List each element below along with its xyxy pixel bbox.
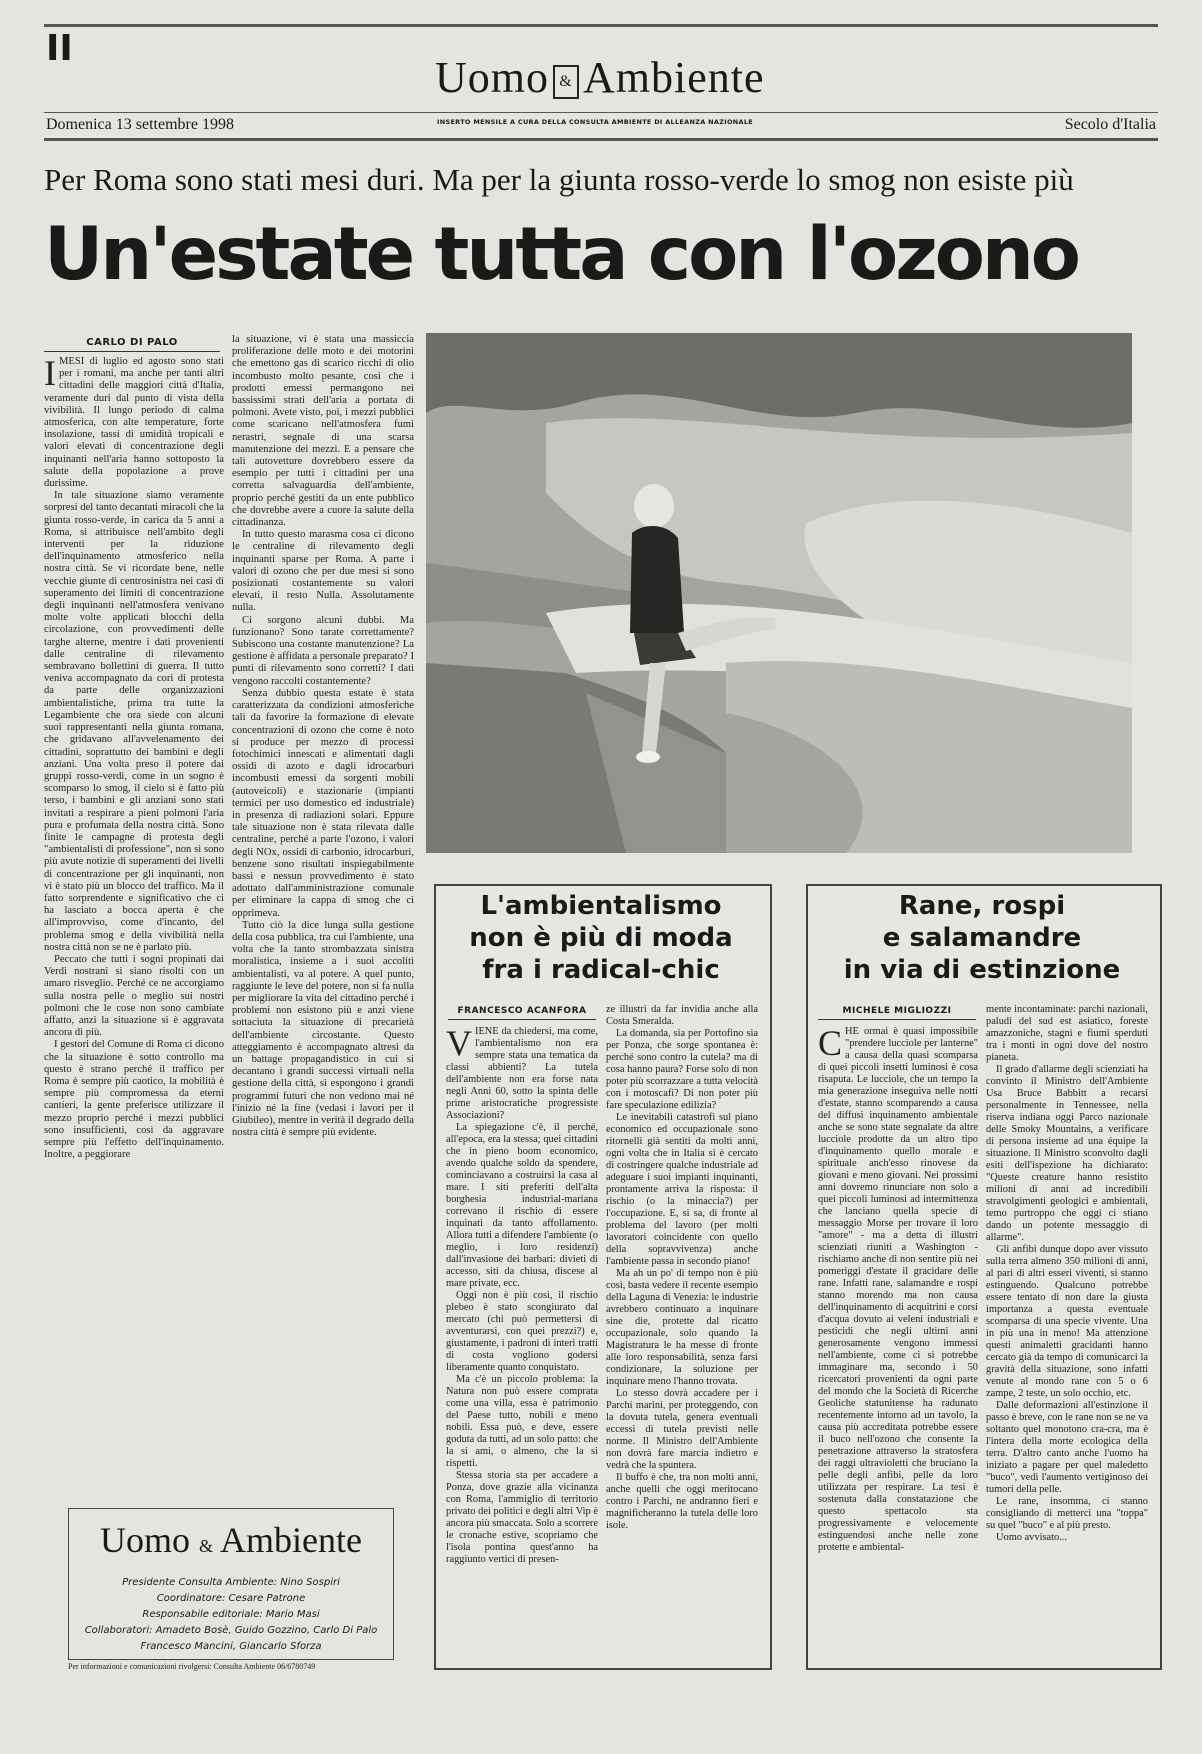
ampersand-emblem-icon: & <box>553 65 579 99</box>
paragraph: Lo stesso dovrà accadere per i Parchi marini, per proteggendo, con la dovuta tutela, genera eventuali eccessi di tutela previsti nelle norme. Il Ministro dell'Ambiente non dovrà fare marcia indietro e vedrà che la spuntera. <box>606 1388 758 1471</box>
paragraph: I gestori del Comune di Roma ci dicono che la situazione è sotto controllo ma questo è strano perché il traffico per Roma è sempre più caotico, la mobilità è sempre più compromessa da eterni cantieri, la gente preferisce utilizzare il mezzo proprio perché i mezzi pubblici sono insufficienti, così da aggravare sempre più l'effetto dell'inquinamento. Inoltre, a peggiorare <box>44 1039 224 1161</box>
paragraph: mente incontaminate: parchi nazionali, paludi del sud est asiatico, foreste amazzoniche, stagni e fiumi sperduti tra i monti in ogni dove del nostro pianeta. <box>986 1004 1148 1063</box>
credits-line: Presidente Consulta Ambiente: Nino Sospiri <box>122 1577 340 1588</box>
credits-box <box>68 1508 394 1660</box>
paragraph: Le inevitabili catastrofi sul piano economico ed occupazionale sono ritornelli già sentiti da molti anni, ogni volta che in Italia si è cercato di costringere qualche industriale ad adeguare i suoi impianti inquinanti, prontamente arriva la risposta: il rischio (o la minaccia?) per l'occupazione. E, si sa, di fronte al problema del lavoro (per molti lavoratori coincidente con quello della sopravvivenza) anche l'ambiente passa in secondo piano! <box>606 1112 758 1267</box>
masthead-title-left: Uomo <box>435 53 549 102</box>
paragraph: In tale situazione siamo veramente sorpresi del tanto decantati miracoli che la giunta rosso-verde, in carica da 5 anni a Roma, si attribuisce nell'ambito degli interventi per la riduzione dell'inquinamento atmosferico nella nostra città. Se vi ricordate bene, nelle vecchie giunte di centrosinistra nei casi di superamento dei limiti di concentrazione degli inquinanti nell'atmosfera venivano molte volte applicati blocchi della circolazione, con provvedimenti delle targhe alterne, mentre i dati provenienti dalle centraline di rilevamento sembravano bollettini di guerra. Il tutto veniva accompagnato da cori di protesta da parte delle organizzazioni ambientalistiche, prima tra tutte la Legambiente che ora siede con alcuni suoi rappresentanti nella giunta romana, che gridavano all'avvelenamento dei cittadini, soprattutto dei bambini e degli anziani. Una volta preso il potere dai gruppi rosso-verdi, come in un sogno è scomparso lo smog, il cielo si è fatto più terso, i bambini e gli anziani sono stati invitati a respirare a pieni polmoni l'aria pura e profumata della nostra città. Sono finite le campagne di protesta degli "ambientalisti di professione", non si sono più avute notizie di superamenti dei livelli di concentrazione per gli inquinanti, non vi è stato più un blocco del traffico. Ma il fatto sorprendente e significativo che ci ha lasciato a bocca aperta è che all'improvviso, come d'incanto, del problema smog e della vivibilità nella nostra città non se ne è parlato più. <box>44 490 224 953</box>
paragraph: la situazione, vi è stata una massiccia proliferazione delle moto e dei motorini che emettono gas di scarico ricchi di olio incombusto molto pesante, così che i prodotti emessi permangono nei bassissimi strati dell'aria a portata di polmoni. Avete visto, poi, i mezzi pubblici come scaricano nell'atmosfera fumi nerastri, segnale di una scarsa manutenzione dei mezzi. E a pensare che tali autovetture dovrebbero essere da esempio per tutti i cittadini per una corretta salvaguardia dell'ambiente, proprio perché gestiti da un ente pubblico che dovrebbe avere a cuore la salute della cittadinanza. <box>232 334 414 529</box>
paragraph: IENE da chiedersi, ma come, l'ambientalismo non era sempre stata una tematica da classi abbienti? La tutela dell'ambiente non era forse nata negli Anni 60, sotto la spinta delle prime aristocratiche progressiste Associazioni? <box>446 1026 598 1121</box>
ampersand-emblem-icon: & <box>199 1536 214 1556</box>
paragraph: Peccato che tutti i sogni propinati dai Verdi nostrani si siano risolti con un amaro risveglio. Perché ce ne accorgiamo sulla nostra pelle o meglio sui nostri polmoni che le cose non sono cambiate affatto, anzi la situazione si è aggravata ancora di più. <box>44 953 224 1039</box>
photo-illustration <box>426 333 1132 853</box>
paragraph: Il grado d'allarme degli scienziati ha convinto il Ministro dell'Ambiente Usa Bruce Babbitt a recarsi personalmente in Tennessee, nella riserva indiana oggi Parco nazionale delle Smoky Mountains, a verificare di persona insieme ad una équipe la situazione. Il Ministro sconvolto dagli esiti dell'ispezione ha dichiarato: "Queste creature hanno resistito milioni di anni ad incredibili stravolgimenti geologici e ambientali, temo purtroppo che oggi ci stiano dando un potente messaggio di allarme". <box>986 1064 1148 1243</box>
side-article-1-title <box>436 890 766 986</box>
fountain-photo <box>426 333 1132 853</box>
page-number: II <box>46 28 73 69</box>
article-kicker: Per Roma sono stati mesi duri. Ma per la giunta rosso-verde lo smog non esiste più <box>44 162 1074 197</box>
paragraph: MESI di luglio ed agosto sono stati per i romani, ma anche per tanti altri cittadini delle maggiori città d'Italia, veramente duri dal punto di vista della vivibilità. Il lungo periodo di calma atmosferica, con alte temperature, forte insolazione, tassi di umidità tropicali e valori elevati di concentrazione degli inquinanti nell'aria hanno sottoposto la salute della popolazione a prove durissime. <box>44 356 224 490</box>
paragraph: HE ormai è quasi impossibile "prendere lucciole per lanterne" a causa della quasi scomparsa di quei piccoli insetti luminosi è cosa risaputa. Le lucciole, che un tempo la mia generazione inseguiva nelle notti d'estate, stanno scomparendo a causa del diffusi inquinamento ambientale anche se sono state segnalate da altre lucciole prodotte da un altro tipo d'inquinamento quello morale e spirituale anch'esso rinovese da giovani e meno giovani. Nei prossimi anni dovremo rinunciare non solo a quei piccoli luminosi ad intermittenza che lanciano quella specie di messaggio Morse per trovare il loro "amore" - ma a detta di illustri scienziati riuniti a Washington - rischiamo anche di non sentire più nei pomeriggi d'estate il gracidare delle rane. Infatti rane, salamandre e rospi stanno morendo ma non causa dell'inquinamento di acquitrini e corsi d'acqua dovuto ai veleni industriali e pesticidi che negli ultimi anni generosamente vengono immessi nell'ambiente, come ci si potrebbe immaginare ma, secondo i 50 ricercatori provenienti da ogni parte del mondo che la Società di Ricerche Geoliche statunitense ha radunato recentemente intorno ad un tavolo, la causa più accreditata potrebbe essere il buco nell'ozono che consente la penetrazione attraverso la stratosfera dei raggi ultravioletti che bruciano la pelle degli anfibi, pelle da loro utilizzata per respirare. La tesi è sostenuta dalla constatazione che questo spettacolo sta progressivamente e velocemente estinguendosi anche nelle zone protette e ambiental- <box>818 1026 978 1553</box>
masthead-subtitle: INSERTO MENSILE A CURA DELLA CONSULTA AMBIENTE DI ALLEANZA NAZIONALE <box>437 118 754 126</box>
title-line: L'ambientalismo <box>480 891 722 921</box>
paragraph: La domanda, sia per Portofino sia per Ponza, che sorge spontanea è: perché sono contro la cutela? ma di cosa hanno paura? Forse solo di non poter più scorrazzare a tutta velocità con i motoscafi? Di non poter più fare speculazione edilizia? <box>606 1028 758 1111</box>
side-article-1-col1 <box>446 1026 598 1658</box>
side-article-2-title <box>808 890 1156 986</box>
title-line: e salamandre <box>882 923 1082 953</box>
paragraph: Il buffo è che, tra non molti anni, anche quelli che oggi meritocano contro i Parchi, ne andranno fieri e magnificheranno la tutela delle loro isole. <box>606 1472 758 1531</box>
paragraph: Uomo avvisato... <box>996 1532 1067 1543</box>
credits-line: Collaboratori: Amadeto Bosè, Guido Gozzino, Carlo Di Palo <box>84 1625 378 1636</box>
credits-title-right: Ambiente <box>220 1520 362 1560</box>
main-byline: CARLO DI PALO <box>44 337 220 352</box>
main-article-col2 <box>232 334 414 1476</box>
paragraph: Le rane, insomma, ci stanno consigliando di metterci una "toppa" su quel "buco" e al più presto. <box>986 1496 1148 1531</box>
title-line: Rane, rospi <box>898 891 1066 921</box>
credits-title-left: Uomo <box>100 1520 190 1560</box>
dropcap: C <box>818 1026 843 1063</box>
paragraph: Ci sorgono alcuni dubbi. Ma funzionano? Sono tarate correttamente? Subiscono una costante manutenzione? La gestione è affidata a personale preparato? I punti di rilevamento sono corretti? I dati vengono raccolti costantemente? <box>232 614 414 687</box>
side-article-2-byline: MICHELE MIGLIOZZI <box>818 1006 976 1020</box>
paragraph: Gli anfibi dunque dopo aver vissuto sulla terra almeno 350 milioni di anni, al pari di altri esseri viventi, si stanno estinguendo. Qualcuno potrebbe essere tentato di non dare la giusta importanza a questa eventuale scomparsa di una specie vivente. Una in più una in meno! Ma attenzione questi animaletti gracidanti hanno cercato già da tempo di comunicarci la gravità della situazione, sono infatti venute al mondo rane con 5 o 6 zampe, 2 teste, un solo occhio, etc. <box>986 1244 1148 1399</box>
main-article-col1 <box>44 356 224 1476</box>
credits-note: Per informazioni e comunicazioni rivolgersi: Consulta Ambiente 06/6780749 <box>68 1662 316 1671</box>
masthead-title-right: Ambiente <box>583 53 765 102</box>
masthead-title <box>435 52 765 103</box>
credits-line: Francesco Mancini, Giancarlo Sforza <box>140 1641 322 1652</box>
newspaper-name: Secolo d'Italia <box>1064 116 1156 133</box>
article-headline: Un'estate tutta con l'ozono <box>44 212 1078 297</box>
paragraph: La spiegazione c'è, il perché, all'epoca, era la stessa; quei cittadini che in pieno boom economico, avendo qualche soldo da spendere, cominciavano a costruirsi la casa al mare. I siti preferiti dell'alta borghesia industrial-mariana correvano il rischio di essere inquinati da tanto affollamento. Allora tutti a difendere l'ambiente (o meglio, i loro residenzi) dall'invasione dei barbari: divieti di accesso, siti da chiusa, discese al mare private, ecc. <box>446 1122 598 1289</box>
paragraph: ze illustri da far invidia anche alla Costa Smeralda. <box>606 1004 758 1027</box>
dropcap: I <box>44 356 56 393</box>
paragraph: Oggi non è più così, il rischio plebeo è stato scongiurato dal mercato (chi può permettersi di avventurarsi, con quei prezzi?) e, giustamente, i padroni di interi tratti di costa vogliono godersi liberamente quanto conquistato. <box>446 1290 598 1373</box>
title-line: fra i radical-chic <box>482 955 720 985</box>
paragraph: In tutto questo marasma cosa ci dicono le centraline di rilevamento degli inquinanti sparse per Roma. A parte i valori di ozono che per due mesi si sono posizionati costantemente su valori elevati, il resto Nulla. Assolutamente nulla. <box>232 529 414 614</box>
credits-title <box>69 1519 393 1561</box>
side-article-2-col1 <box>818 1026 978 1658</box>
paragraph: Senza dubbio questa estate è stata caratterizzata da condizioni atmosferiche tali da favorire la formazione di elevate concentrazioni di ozono che come è noto si produce per mezzo di processi fotochimici innescati e alimentati dagli ossidi di azoto e dagli idrocarburi incombusti emessi da sorgenti mobili (autoveicoli) e stazionarie (impianti termici per uso domestico ed industriale) in presenza di radiazioni solari. Eppure tale situazione non è stata rilevata dalle centraline, perché a parte l'ozono, i valori degli NOx, ossidi di carbonio, idrocarburi, benzene sono risultati inspiegabilmente bassi e nessun provvedimento è stato adottato dall'amministrazione comunale per eliminare la cappa di smog che ci opprimeva. <box>232 687 414 919</box>
side-article-1-byline: FRANCESCO ACANFORA <box>448 1006 596 1020</box>
paragraph: Stessa storia sta per accadere a Ponza, dove grazie alla vicinanza con Roma, l'ammiglio di territorio privato dei politici e degli altri Vip è ancora più smaccata. Solo a scorrere le cronache estive, scopriamo che l'isola pontina quest'anno ha raggiunto vertici di presen- <box>446 1470 598 1565</box>
side-article-1-col2 <box>606 1004 758 1658</box>
dateline: Domenica 13 settembre 1998 <box>46 116 234 133</box>
paragraph: Dalle deformazioni all'estinzione il passo è breve, con le rane non se ne va soltanto quel monotono cra-cra, ma è l'intera della morte ecologica della terra. D'altro canto anche l'uomo ha iniziato a pagare per quel maledetto "buco", vedi l'aumento vertiginoso dei tumori della pelle. <box>986 1400 1148 1495</box>
dropcap: V <box>446 1026 472 1063</box>
paragraph: Ma c'è un piccolo problema: la Natura non può essere comprata come una villa, essa è patrimonio del Paese tutto, nobili e meno nobili. Essa può, e deve, essere goduta da tutti, ad un solo patto: che la si ami, o almeno, che la si rispetti. <box>446 1374 598 1469</box>
paragraph: Ma ah un po' di tempo non è più così, basta vedere il recente esempio della Laguna di Venezia: le industrie avrebbero continuato a inquinare sine die, protette dal ricatto occupazionale, solo quando la Magistratura le ha messe di fronte alle loro responsabilità, senza farsi condizionare, la soluzione per inquinare meno l'hanno trovata. <box>606 1268 758 1387</box>
title-line: non è più di moda <box>469 923 733 953</box>
credits-line: Coordinatore: Cesare Patrone <box>156 1593 306 1604</box>
paragraph: Tutto ciò la dice lunga sulla gestione della cosa pubblica, tra cui l'ambiente, una volta che la tanto strombazzata sinistra moralistica, insieme a i suoi accoliti ambientalisti, va al potere. A quel punto, raggiunte le leve del potere, non si fa nulla per migliorare la vita del cittadino perché i problemi non esistono più e anzi viene sottaciuta la situazione di precarietà dell'ambiente circostante. Questo atteggiamento è accompagnato altresì da un battage propagandistico in cui si decantano i grandi successi virtuali nella gestione della città, si espongono i grandi programmi futuri che non vedono mai né l'inizio né la fine (vedasi i lavori per il Giubileo), mentre in verità il degrado della nostra città è sempre più evidente. <box>232 919 414 1139</box>
credits-line: Responsabile editoriale: Mario Masi <box>142 1609 320 1620</box>
title-line: in via di estinzione <box>843 955 1121 985</box>
side-article-2-col2 <box>986 1004 1148 1658</box>
